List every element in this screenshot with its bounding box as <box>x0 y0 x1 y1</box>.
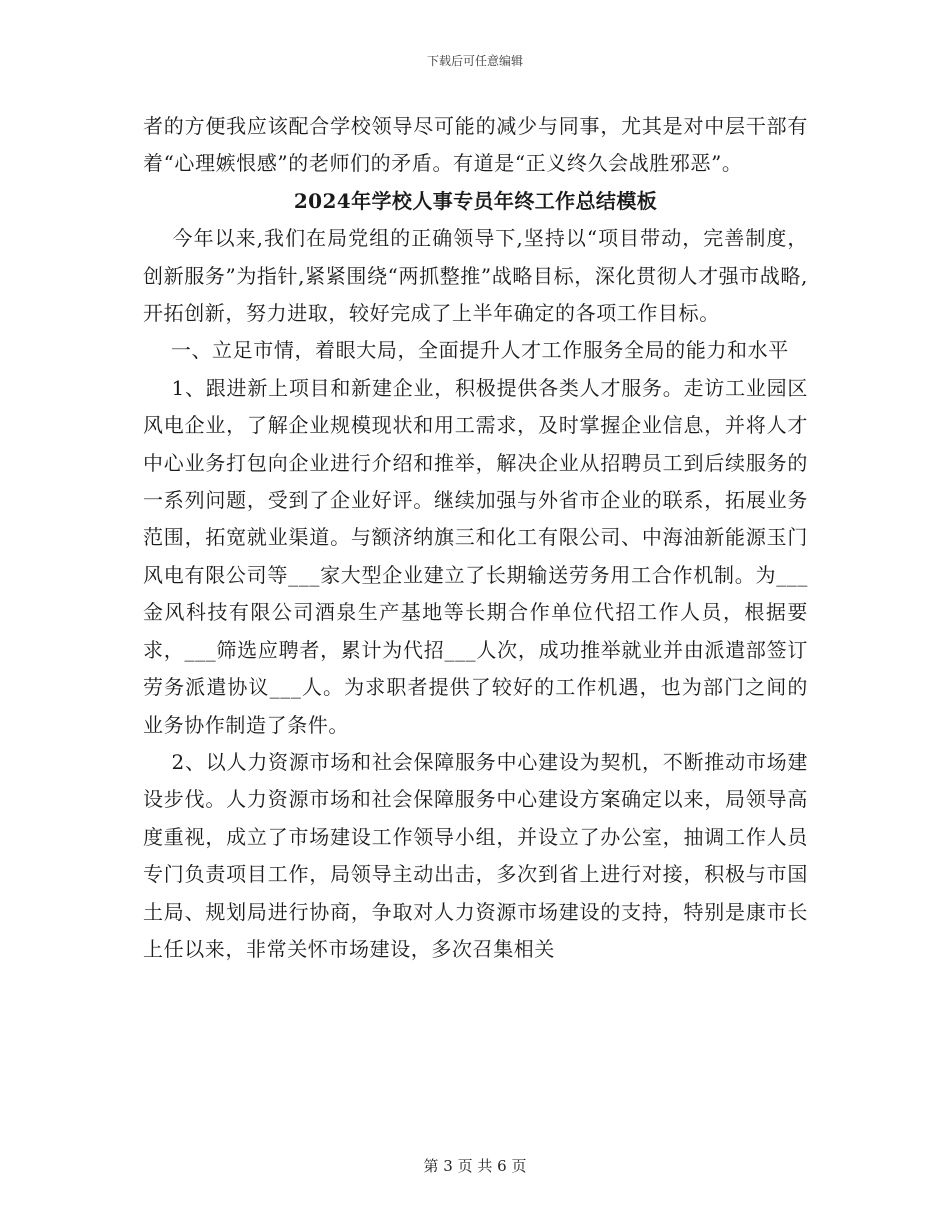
document-title: 2024年学校人事专员年终工作总结模板 <box>293 188 658 213</box>
section-heading-1: 一、立足市情，着眼大局，全面提升人才工作服务全局的能力和水平 <box>143 338 789 363</box>
document-body <box>143 108 808 968</box>
intro-paragraph: 今年以来,我们在局党组的正确领导下,坚持以“项目带动，完善制度，创新服务”为指针,紧紧围绕“两抓整推”战略目标，深化贯彻人才强市战略,开拓创新，努力进取，较好完成了上半年确定的各项工作目标。 <box>143 226 808 326</box>
page-header-note: 下载后可任意编辑 <box>426 54 523 68</box>
page-number: 第 3 页 共 6 页 <box>423 1157 527 1175</box>
continuation-paragraph: 者的方便我应该配合学校领导尽可能的减少与同事，尤其是对中层干部有着“心理嫉恨感”的老师们的矛盾。有道是“正义终久会战胜邪恶”。 <box>143 114 808 176</box>
item-paragraph-2: 2、以人力资源市场和社会保障服务中心建设为契机，不断推动市场建设步伐。人力资源市场和社会保障服务中心建设方案确定以来，局领导高度重视，成立了市场建设工作领导小组，并设立了办公室，抽调工作人员专门负责项目工作，局领导主动出击，多次到省上进行对接，积极与市国土局、规划局进行协商，争取对人力资源市场建设的支持，特别是康市长上任以来，非常关怀市场建设，多次召集相关 <box>143 749 808 961</box>
item-paragraph-1: 1、跟进新上项目和新建企业，积极提供各类人才服务。走访工业园区风电企业，了解企业规模现状和用工需求，及时掌握企业信息，并将人才中心业务打包向企业进行介绍和推举，解决企业从招聘员工到后续服务的一系列问题，受到了企业好评。继续加强与外省市企业的联系，拓展业务范围，拓宽就业渠道。与额济纳旗三和化工有限公司、中海油新能源玉门风电有限公司等___家大型企业建立了长期输送劳务用工合作机制。为___金风科技有限公司酒泉生产基地等长期合作单位代招工作人员，根据要求，___筛选应聘者，累计为代招___人次，成功推举就业并由派遣部签订劳务派遣协议___人。为求职者提供了较好的工作机遇，也为部门之间的业务协作制造了条件。 <box>143 375 808 737</box>
